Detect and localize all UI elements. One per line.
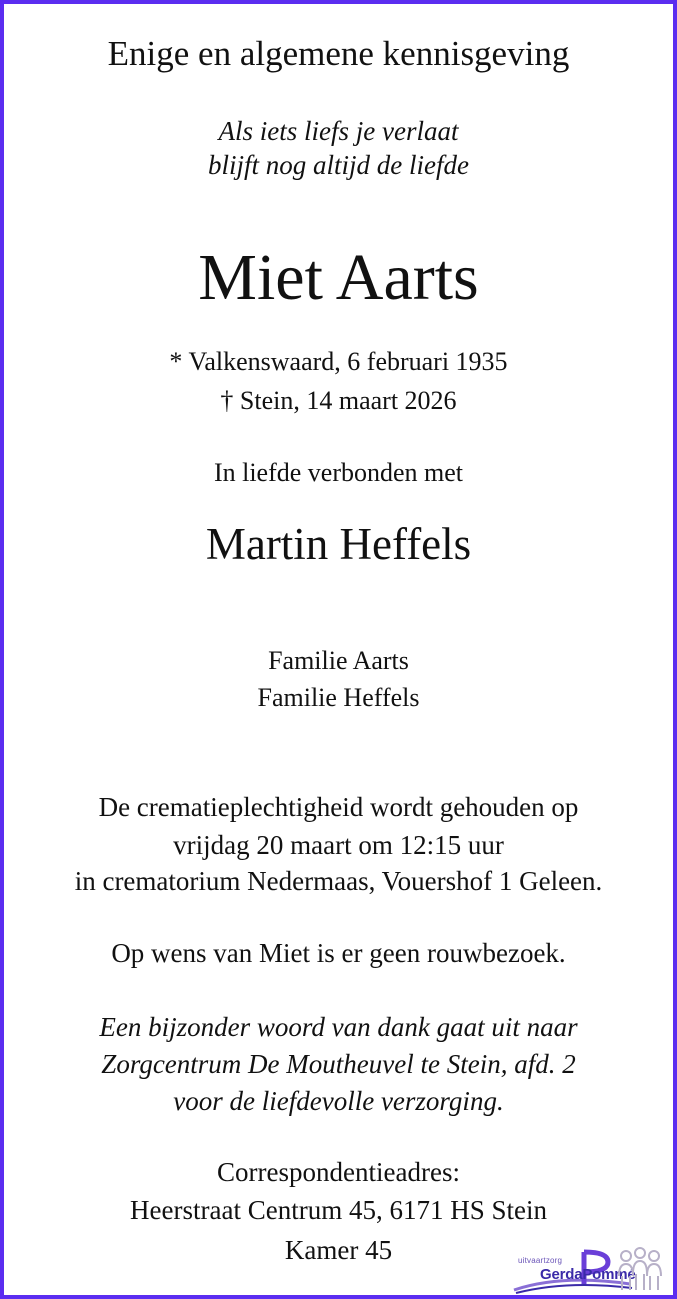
correspondence-address: Heerstraat Centrum 45, 6171 HS Stein	[130, 1195, 547, 1225]
death-line: † Stein, 14 maart 2026	[220, 386, 457, 415]
service-line: De crematieplechtigheid wordt gehouden op	[98, 792, 579, 822]
quote-line: Als iets liefs je verlaat	[218, 116, 459, 146]
partner-name: Martin Heffels	[205, 519, 472, 569]
quote-line: blijft nog altijd de liefde	[208, 150, 469, 180]
service-line: vrijdag 20 maart om 12:15 uur	[173, 830, 504, 860]
bond-text: In liefde verbonden met	[213, 458, 464, 487]
family-line: Familie Aarts	[268, 646, 409, 675]
logo-tagline: uitvaartzorg	[518, 1256, 563, 1265]
funeral-company-logo	[512, 1244, 666, 1294]
visit-text: Op wens van Miet is er geen rouwbezoek.	[111, 938, 566, 968]
thanks-line: voor de liefdevolle verzorging.	[173, 1086, 504, 1116]
notice-header: Enige en algemene kennisgeving	[107, 34, 570, 73]
correspondence-label: Correspondentieadres:	[217, 1157, 460, 1187]
correspondence-room: Kamer 45	[284, 1235, 393, 1265]
birth-line: * Valkenswaard, 6 februari 1935	[169, 347, 508, 376]
family-line: Familie Heffels	[257, 683, 420, 712]
service-line: in crematorium Nedermaas, Vouershof 1 Geleen.	[74, 866, 603, 896]
three-people-icon	[616, 1246, 664, 1292]
deceased-name: Miet Aarts	[198, 241, 479, 314]
thanks-line: Zorgcentrum De Moutheuvel te Stein, afd. 2	[101, 1049, 576, 1079]
logo-name: GerdaPommé	[540, 1266, 636, 1283]
thanks-line: Een bijzonder woord van dank gaat uit naar	[99, 1012, 578, 1042]
